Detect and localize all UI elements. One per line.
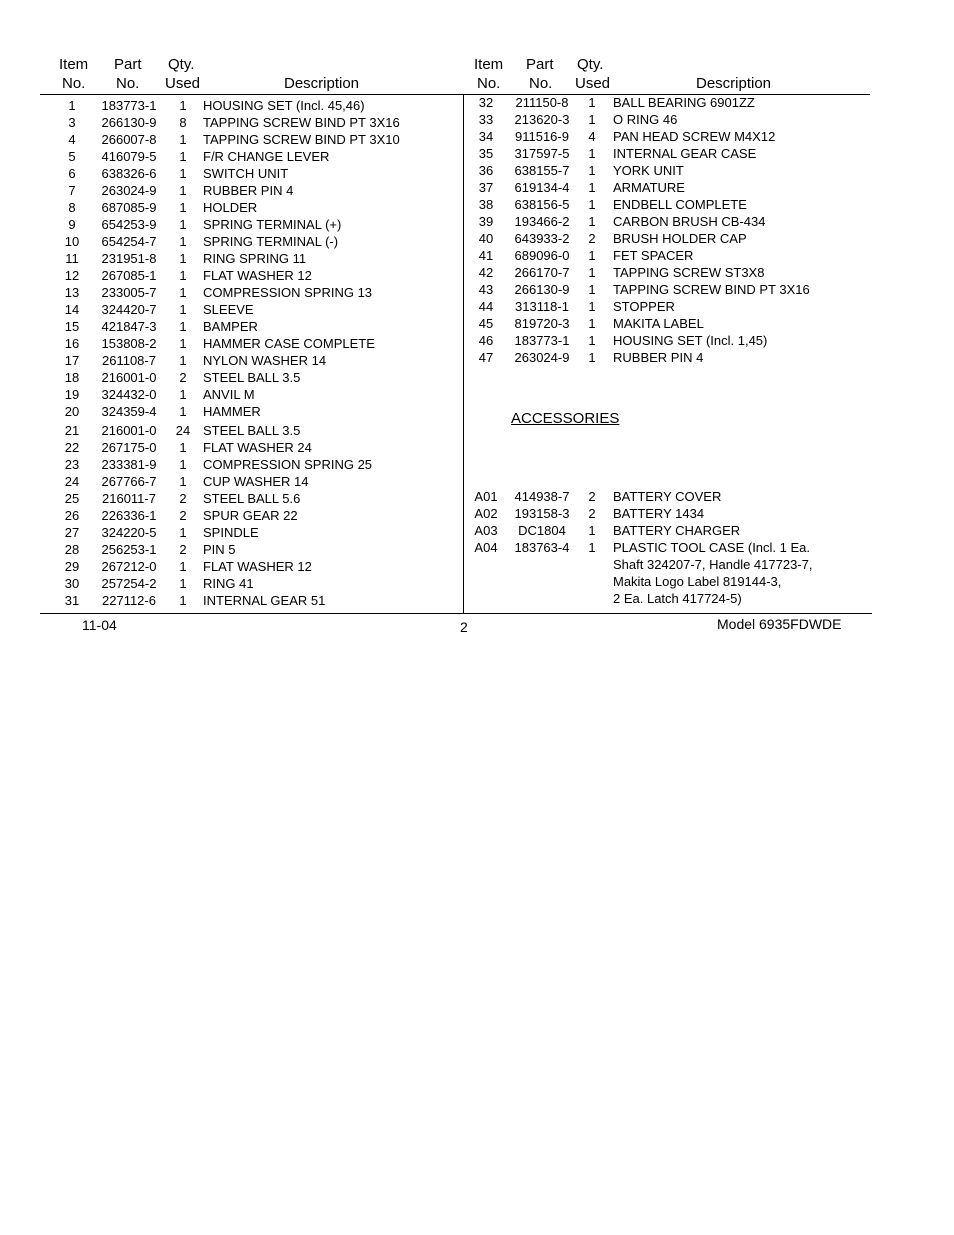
description: FLAT WASHER 24 bbox=[203, 440, 312, 455]
part-number: 414938-7 bbox=[514, 489, 570, 504]
item-number: 3 bbox=[68, 115, 76, 130]
item-number: A03 bbox=[474, 523, 498, 538]
table-row bbox=[0, 230, 954, 247]
quantity: 2 bbox=[179, 491, 187, 506]
left-header-description: Description bbox=[284, 75, 360, 92]
part-number: 267766-7 bbox=[101, 474, 157, 489]
quantity: 1 bbox=[588, 540, 596, 555]
description: ARMATURE bbox=[613, 180, 685, 195]
description: STEEL BALL 3.5 bbox=[203, 423, 301, 438]
item-number: 23 bbox=[64, 457, 80, 472]
part-number: 638156-5 bbox=[514, 197, 570, 212]
quantity: 1 bbox=[179, 302, 187, 317]
description: HAMMER bbox=[203, 404, 261, 419]
item-number: 14 bbox=[64, 302, 80, 317]
item-number: 40 bbox=[478, 231, 494, 246]
item-number: 35 bbox=[478, 146, 494, 161]
item-number: 21 bbox=[64, 423, 80, 438]
quantity: 4 bbox=[588, 129, 596, 144]
description: YORK UNIT bbox=[613, 163, 684, 178]
part-number: 324359-4 bbox=[101, 404, 157, 419]
quantity: 1 bbox=[588, 265, 596, 280]
part-number: 266007-8 bbox=[101, 132, 157, 147]
quantity: 1 bbox=[588, 180, 596, 195]
quantity: 1 bbox=[588, 95, 596, 110]
quantity: 1 bbox=[179, 576, 187, 591]
table-row bbox=[0, 349, 954, 366]
quantity: 1 bbox=[179, 217, 187, 232]
item-number: 39 bbox=[478, 214, 494, 229]
part-number: 183763-4 bbox=[514, 540, 570, 555]
part-number: 416079-5 bbox=[101, 149, 157, 164]
part-number: 231951-8 bbox=[101, 251, 157, 266]
item-number: 27 bbox=[64, 525, 80, 540]
part-number: 911516-9 bbox=[515, 129, 569, 144]
description: SPINDLE bbox=[203, 525, 259, 540]
quantity: 1 bbox=[588, 146, 596, 161]
part-number: 153808-2 bbox=[101, 336, 157, 351]
part-number: 654253-9 bbox=[101, 217, 157, 232]
part-number: 233005-7 bbox=[101, 285, 157, 300]
part-number: 216001-0 bbox=[101, 370, 157, 385]
description: CUP WASHER 14 bbox=[203, 474, 309, 489]
description: RING SPRING 11 bbox=[203, 251, 307, 266]
left-header-part: Part bbox=[114, 56, 142, 73]
part-number: 638326-6 bbox=[101, 166, 157, 181]
quantity: 8 bbox=[179, 115, 187, 130]
part-number: 643933-2 bbox=[514, 231, 570, 246]
table-row bbox=[0, 488, 954, 505]
description: PIN 5 bbox=[203, 542, 236, 557]
part-number: 638155-7 bbox=[514, 163, 570, 178]
item-number: 46 bbox=[478, 333, 494, 348]
part-number: 267085-1 bbox=[101, 268, 157, 283]
part-number: 267175-0 bbox=[101, 440, 157, 455]
item-number: A04 bbox=[474, 540, 498, 555]
table-row bbox=[0, 128, 954, 145]
description: TAPPING SCREW ST3X8 bbox=[613, 265, 765, 280]
part-number: 317597-5 bbox=[514, 146, 570, 161]
item-number: 4 bbox=[68, 132, 76, 147]
part-number: 619134-4 bbox=[514, 180, 570, 195]
quantity: 2 bbox=[588, 231, 596, 246]
part-number: 267212-0 bbox=[101, 559, 157, 574]
item-number: 44 bbox=[478, 299, 494, 314]
right-header-item: Item bbox=[474, 56, 504, 73]
description: BAMPER bbox=[203, 319, 258, 334]
quantity: 1 bbox=[588, 523, 596, 538]
part-number: 211150-8 bbox=[515, 95, 569, 110]
item-number: 22 bbox=[64, 440, 80, 455]
description: BATTERY COVER bbox=[613, 489, 722, 504]
item-number: 20 bbox=[64, 404, 80, 419]
left-header-item: Item bbox=[59, 56, 89, 73]
description: MAKITA LABEL bbox=[613, 316, 704, 331]
table-row bbox=[0, 247, 954, 264]
description: BRUSH HOLDER CAP bbox=[613, 231, 747, 246]
description: FLAT WASHER 12 bbox=[203, 268, 312, 283]
table-row bbox=[0, 111, 954, 128]
item-number: 25 bbox=[64, 491, 80, 506]
description: HOLDER bbox=[203, 200, 258, 215]
accessory-continuation-2: Makita Logo Label 819144-3, bbox=[613, 574, 782, 589]
table-row bbox=[0, 369, 954, 386]
item-number: 36 bbox=[478, 163, 494, 178]
table-row bbox=[0, 592, 954, 609]
description: RUBBER PIN 4 bbox=[203, 183, 294, 198]
quantity: 1 bbox=[588, 333, 596, 348]
item-number: 12 bbox=[64, 268, 80, 283]
item-number: 42 bbox=[478, 265, 494, 280]
description: BATTERY 1434 bbox=[613, 506, 705, 521]
description: SPRING TERMINAL (-) bbox=[203, 234, 339, 249]
description: RING 41 bbox=[203, 576, 254, 591]
table-row bbox=[0, 281, 954, 298]
left-header-item-no: No. bbox=[62, 75, 86, 92]
description: COMPRESSION SPRING 13 bbox=[203, 285, 373, 300]
part-number: 233381-9 bbox=[101, 457, 157, 472]
part-number: 193466-2 bbox=[514, 214, 570, 229]
item-number: 33 bbox=[478, 112, 494, 127]
part-number: 183773-1 bbox=[514, 333, 570, 348]
quantity: 1 bbox=[179, 593, 187, 608]
part-number: 226336-1 bbox=[101, 508, 157, 523]
quantity: 1 bbox=[588, 350, 596, 365]
part-number: 263024-9 bbox=[514, 350, 570, 365]
quantity: 2 bbox=[179, 508, 187, 523]
right-header-description: Description bbox=[696, 75, 772, 92]
description: TAPPING SCREW BIND PT 3X10 bbox=[203, 132, 400, 147]
footer-date: 11-04 bbox=[82, 617, 117, 633]
item-number: 31 bbox=[64, 593, 80, 608]
description: STEEL BALL 5.6 bbox=[203, 491, 301, 506]
item-number: 9 bbox=[68, 217, 76, 232]
quantity: 1 bbox=[588, 248, 596, 263]
table-row bbox=[0, 145, 954, 162]
item-number: 8 bbox=[68, 200, 76, 215]
part-number: 216001-0 bbox=[101, 423, 157, 438]
table-row bbox=[0, 298, 954, 315]
description: INTERNAL GEAR 51 bbox=[203, 593, 326, 608]
right-header-part-no: No. bbox=[529, 75, 553, 92]
description: HOUSING SET (Incl. 1,45) bbox=[613, 333, 768, 348]
item-number: 32 bbox=[478, 95, 494, 110]
quantity: 1 bbox=[588, 112, 596, 127]
description: NYLON WASHER 14 bbox=[203, 353, 327, 368]
description: SPRING TERMINAL (+) bbox=[203, 217, 342, 232]
quantity: 1 bbox=[179, 319, 187, 334]
quantity: 2 bbox=[179, 542, 187, 557]
quantity: 1 bbox=[179, 149, 187, 164]
quantity: 1 bbox=[179, 183, 187, 198]
item-number: 30 bbox=[64, 576, 80, 591]
description: FLAT WASHER 12 bbox=[203, 559, 312, 574]
right-header-used: Used bbox=[575, 75, 611, 92]
item-number: 10 bbox=[64, 234, 80, 249]
part-number: 654254-7 bbox=[101, 234, 157, 249]
part-number: 216011-7 bbox=[102, 491, 156, 506]
table-row bbox=[0, 575, 954, 592]
item-number: A02 bbox=[474, 506, 498, 521]
description: HAMMER CASE COMPLETE bbox=[203, 336, 375, 351]
quantity: 2 bbox=[588, 489, 596, 504]
part-number: 266170-7 bbox=[514, 265, 570, 280]
part-number: 324420-7 bbox=[101, 302, 157, 317]
description: RUBBER PIN 4 bbox=[613, 350, 704, 365]
table-row bbox=[0, 94, 954, 111]
right-header-item-no: No. bbox=[477, 75, 501, 92]
part-number: 257254-2 bbox=[101, 576, 157, 591]
quantity: 1 bbox=[179, 98, 187, 113]
part-number: 421847-3 bbox=[101, 319, 157, 334]
part-number: 256253-1 bbox=[101, 542, 157, 557]
description: HOUSING SET (Incl. 45,46) bbox=[203, 98, 365, 113]
quantity: 2 bbox=[588, 506, 596, 521]
description: PAN HEAD SCREW M4X12 bbox=[613, 129, 776, 144]
description: BATTERY CHARGER bbox=[613, 523, 741, 538]
quantity: 1 bbox=[179, 387, 187, 402]
accessory-continuation-1: Shaft 324207-7, Handle 417723-7, bbox=[613, 557, 813, 572]
description: CARBON BRUSH CB-434 bbox=[613, 214, 766, 229]
quantity: 1 bbox=[588, 299, 596, 314]
part-number: 689096-0 bbox=[514, 248, 570, 263]
part-number: 183773-1 bbox=[101, 98, 157, 113]
item-number: 26 bbox=[64, 508, 80, 523]
right-header-qty: Qty. bbox=[577, 56, 604, 73]
description: INTERNAL GEAR CASE bbox=[613, 146, 757, 161]
table-row bbox=[0, 456, 954, 473]
quantity: 1 bbox=[588, 163, 596, 178]
description: FET SPACER bbox=[613, 248, 694, 263]
part-number: 193158-3 bbox=[514, 506, 570, 521]
part-number: 263024-9 bbox=[101, 183, 157, 198]
table-row bbox=[0, 315, 954, 332]
quantity: 1 bbox=[179, 525, 187, 540]
left-header-qty: Qty. bbox=[168, 56, 195, 73]
quantity: 1 bbox=[179, 474, 187, 489]
quantity: 1 bbox=[588, 197, 596, 212]
table-row bbox=[0, 264, 954, 281]
table-row bbox=[0, 403, 954, 420]
quantity: 1 bbox=[179, 251, 187, 266]
quantity: 1 bbox=[179, 132, 187, 147]
description: PLASTIC TOOL CASE (Incl. 1 Ea. bbox=[613, 540, 810, 555]
item-number: 45 bbox=[478, 316, 494, 331]
item-number: 29 bbox=[64, 559, 80, 574]
item-number: 34 bbox=[478, 129, 494, 144]
quantity: 1 bbox=[179, 559, 187, 574]
description: STEEL BALL 3.5 bbox=[203, 370, 301, 385]
description: ENDBELL COMPLETE bbox=[613, 197, 747, 212]
description: SPUR GEAR 22 bbox=[203, 508, 298, 523]
quantity: 24 bbox=[175, 423, 191, 438]
table-row bbox=[0, 332, 954, 349]
item-number: 43 bbox=[478, 282, 494, 297]
table-row bbox=[0, 505, 954, 522]
item-number: 13 bbox=[64, 285, 80, 300]
item-number: 1 bbox=[68, 98, 76, 113]
item-number: 5 bbox=[68, 149, 76, 164]
quantity: 1 bbox=[179, 440, 187, 455]
description: O RING 46 bbox=[613, 112, 678, 127]
table-row bbox=[0, 539, 954, 556]
table-row bbox=[0, 439, 954, 456]
item-number: 11 bbox=[65, 251, 79, 266]
item-number: 18 bbox=[64, 370, 80, 385]
item-number: 15 bbox=[64, 319, 80, 334]
part-number: 266130-9 bbox=[101, 115, 157, 130]
quantity: 1 bbox=[179, 404, 187, 419]
part-number: DC1804 bbox=[518, 523, 566, 538]
quantity: 1 bbox=[179, 285, 187, 300]
part-number: 324432-0 bbox=[101, 387, 157, 402]
description: SLEEVE bbox=[203, 302, 254, 317]
item-number: 38 bbox=[478, 197, 494, 212]
table-row bbox=[0, 422, 954, 439]
item-number: 16 bbox=[64, 336, 80, 351]
item-number: A01 bbox=[474, 489, 498, 504]
item-number: 24 bbox=[64, 474, 80, 489]
item-number: 19 bbox=[64, 387, 80, 402]
right-header-part: Part bbox=[526, 56, 554, 73]
quantity: 1 bbox=[588, 214, 596, 229]
part-number: 227112-6 bbox=[102, 593, 156, 608]
description: TAPPING SCREW BIND PT 3X16 bbox=[203, 115, 400, 130]
quantity: 1 bbox=[588, 316, 596, 331]
table-row bbox=[0, 386, 954, 403]
quantity: 1 bbox=[588, 282, 596, 297]
footer-page-number: 2 bbox=[460, 619, 468, 635]
item-number: 28 bbox=[64, 542, 80, 557]
quantity: 1 bbox=[179, 166, 187, 181]
accessories-heading: ACCESSORIES bbox=[511, 410, 620, 427]
accessory-continuation-3: 2 Ea. Latch 417724-5) bbox=[613, 591, 742, 606]
part-number: 313118-1 bbox=[515, 299, 569, 314]
table-row bbox=[0, 162, 954, 179]
table-row bbox=[0, 522, 954, 539]
part-number: 687085-9 bbox=[101, 200, 157, 215]
description: STOPPER bbox=[613, 299, 675, 314]
quantity: 1 bbox=[179, 200, 187, 215]
bottom-rule bbox=[40, 613, 872, 614]
item-number: 41 bbox=[478, 248, 494, 263]
quantity: 2 bbox=[179, 370, 187, 385]
quantity: 1 bbox=[179, 268, 187, 283]
item-number: 6 bbox=[68, 166, 76, 181]
part-number: 213620-3 bbox=[514, 112, 570, 127]
description: TAPPING SCREW BIND PT 3X16 bbox=[613, 282, 810, 297]
item-number: 37 bbox=[478, 180, 494, 195]
part-number: 261108-7 bbox=[102, 353, 156, 368]
item-number: 7 bbox=[68, 183, 76, 198]
description: ANVIL M bbox=[203, 387, 255, 402]
left-header-used: Used bbox=[165, 75, 201, 92]
description: F/R CHANGE LEVER bbox=[203, 149, 330, 164]
left-header-part-no: No. bbox=[116, 75, 140, 92]
quantity: 1 bbox=[179, 457, 187, 472]
item-number: 47 bbox=[478, 350, 494, 365]
quantity: 1 bbox=[179, 353, 187, 368]
quantity: 1 bbox=[179, 336, 187, 351]
description: SWITCH UNIT bbox=[203, 166, 289, 181]
part-number: 819720-3 bbox=[514, 316, 570, 331]
footer-model: Model 6935FDWDE bbox=[717, 616, 842, 632]
table-row bbox=[0, 196, 954, 213]
quantity: 1 bbox=[179, 234, 187, 249]
part-number: 324220-5 bbox=[101, 525, 157, 540]
part-number: 266130-9 bbox=[514, 282, 570, 297]
table-row bbox=[0, 213, 954, 230]
description: COMPRESSION SPRING 25 bbox=[203, 457, 373, 472]
description: BALL BEARING 6901ZZ bbox=[613, 95, 755, 110]
item-number: 17 bbox=[64, 353, 80, 368]
table-row bbox=[0, 179, 954, 196]
